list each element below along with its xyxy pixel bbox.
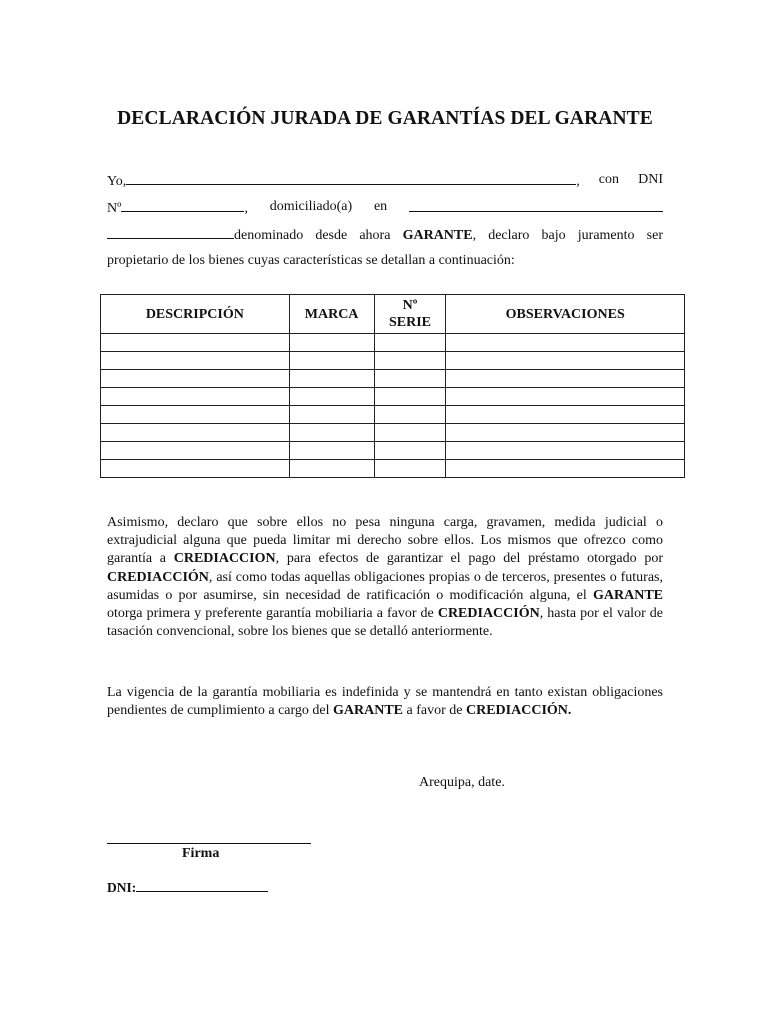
- cell-marca[interactable]: [289, 460, 374, 478]
- name-blank[interactable]: [126, 171, 576, 185]
- header-no: Nº: [402, 298, 418, 313]
- cell-serie[interactable]: [374, 406, 446, 424]
- declarant-name-line: [107, 171, 663, 189]
- table-row: [101, 406, 685, 424]
- cell-descripcion[interactable]: [101, 442, 290, 460]
- con-label: con: [598, 172, 620, 187]
- para2-text-2: a favor de: [403, 703, 466, 719]
- domiciliado-label: domiciliado(a): [269, 199, 353, 214]
- cell-marca[interactable]: [289, 424, 374, 442]
- address-continuation-blank[interactable]: [107, 225, 234, 239]
- cell-descripcion[interactable]: [101, 460, 290, 478]
- cell-serie[interactable]: [374, 388, 446, 406]
- header-marca: MARCA: [289, 295, 374, 334]
- en-label: en: [373, 199, 388, 214]
- table-header-row: [101, 295, 685, 334]
- cell-marca[interactable]: [289, 406, 374, 424]
- declaro-text: , declaro bajo juramento ser: [472, 228, 663, 243]
- garante-bold: GARANTE: [402, 228, 473, 243]
- comma: ,: [576, 174, 580, 189]
- header-descripcion: DESCRIPCIÓN: [101, 295, 290, 334]
- para1-text-1: Asimismo, declaro que sobre ellos no pesa ninguna carga, gravamen, medida judicial o extrajudicial alguna que pueda limitar mi derecho sobre ellos. Los mismos que ofrezco como garantía a: [107, 515, 663, 567]
- para1-text-5: , hasta por el valor de tasación convencional, sobre los bienes que se detalló anteriormente.: [107, 606, 663, 640]
- table-row: [101, 424, 685, 442]
- cell-descripcion[interactable]: [101, 352, 290, 370]
- para1-bold-3: GARANTE: [592, 587, 663, 603]
- encumbrance-paragraph: [107, 514, 663, 641]
- dni-label: DNI:: [107, 880, 137, 895]
- cell-serie[interactable]: [374, 334, 446, 352]
- signature-line[interactable]: [107, 843, 311, 844]
- dni-blank[interactable]: [136, 880, 268, 892]
- cell-observaciones[interactable]: [446, 370, 685, 388]
- header-serie-text: SERIE: [388, 315, 431, 330]
- table-row: [101, 370, 685, 388]
- header-serie: [374, 295, 446, 334]
- cell-observaciones[interactable]: [446, 442, 685, 460]
- cell-serie[interactable]: [374, 352, 446, 370]
- table-row: [101, 460, 685, 478]
- table-row: [101, 352, 685, 370]
- dni-address-line: [107, 198, 663, 216]
- para1-bold-4: CREDIACCIÓN: [437, 606, 540, 622]
- validity-paragraph: [107, 684, 663, 720]
- para1-text-2: , para efectos de garantizar el pago del préstamo otorgado por: [275, 551, 663, 567]
- cell-observaciones[interactable]: [446, 406, 685, 424]
- dni-number-blank[interactable]: [121, 198, 244, 212]
- place-date: Arequipa, date.: [419, 775, 505, 790]
- table-row: [101, 442, 685, 460]
- cell-observaciones[interactable]: [446, 424, 685, 442]
- para2-bold-1: GARANTE: [333, 703, 404, 719]
- intro-line: propietario de los bienes cuyas características se detallan a continuación:: [107, 253, 515, 268]
- signature-label: Firma: [182, 846, 220, 861]
- address-blank[interactable]: [409, 198, 663, 212]
- para1-bold-2: CREDIACCIÓN: [107, 569, 209, 585]
- cell-descripcion[interactable]: [101, 406, 290, 424]
- denominado-text: denominado desde ahora: [234, 228, 391, 243]
- cell-marca[interactable]: [289, 370, 374, 388]
- yo-label: Yo,: [107, 174, 127, 189]
- cell-serie[interactable]: [374, 424, 446, 442]
- dni-word: DNI: [638, 172, 663, 187]
- para2-text-1: La vigencia de la garantía mobiliaria es indefinida y se mantendrá en tanto existan obligaciones pendientes de cumplimiento a cargo del: [107, 685, 663, 719]
- cell-descripcion[interactable]: [101, 370, 290, 388]
- table-row: [101, 388, 685, 406]
- para1-text-4: otorga primera y preferente garantía mobiliaria a favor de: [107, 606, 438, 622]
- para1-bold-1: CREDIACCION: [173, 551, 276, 567]
- cell-descripcion[interactable]: [101, 388, 290, 406]
- number-label: Nº: [107, 201, 122, 216]
- document-title: DECLARACIÓN JURADA DE GARANTÍAS DEL GARANTE: [117, 108, 653, 129]
- dni-signature-field: [107, 880, 268, 896]
- comma: ,: [244, 201, 248, 216]
- cell-descripcion[interactable]: [101, 334, 290, 352]
- cell-marca[interactable]: [289, 442, 374, 460]
- cell-descripcion[interactable]: [101, 424, 290, 442]
- assets-table: [100, 294, 685, 478]
- cell-observaciones[interactable]: [446, 388, 685, 406]
- cell-serie[interactable]: [374, 370, 446, 388]
- cell-observaciones[interactable]: [446, 460, 685, 478]
- para1-text-3: , así como todas aquellas obligaciones propias o de terceros, presentes o futuras, asumidas o por asumirse, sin necesidad de ratificación o modificación alguna, el: [107, 569, 663, 603]
- table-row: [101, 334, 685, 352]
- cell-serie[interactable]: [374, 442, 446, 460]
- garante-line: [107, 225, 663, 243]
- cell-observaciones[interactable]: [446, 352, 685, 370]
- cell-marca[interactable]: [289, 352, 374, 370]
- cell-marca[interactable]: [289, 334, 374, 352]
- header-observaciones: OBSERVACIONES: [446, 295, 685, 334]
- cell-marca[interactable]: [289, 388, 374, 406]
- cell-observaciones[interactable]: [446, 334, 685, 352]
- para2-bold-2: CREDIACCIÓN.: [466, 703, 572, 719]
- cell-serie[interactable]: [374, 460, 446, 478]
